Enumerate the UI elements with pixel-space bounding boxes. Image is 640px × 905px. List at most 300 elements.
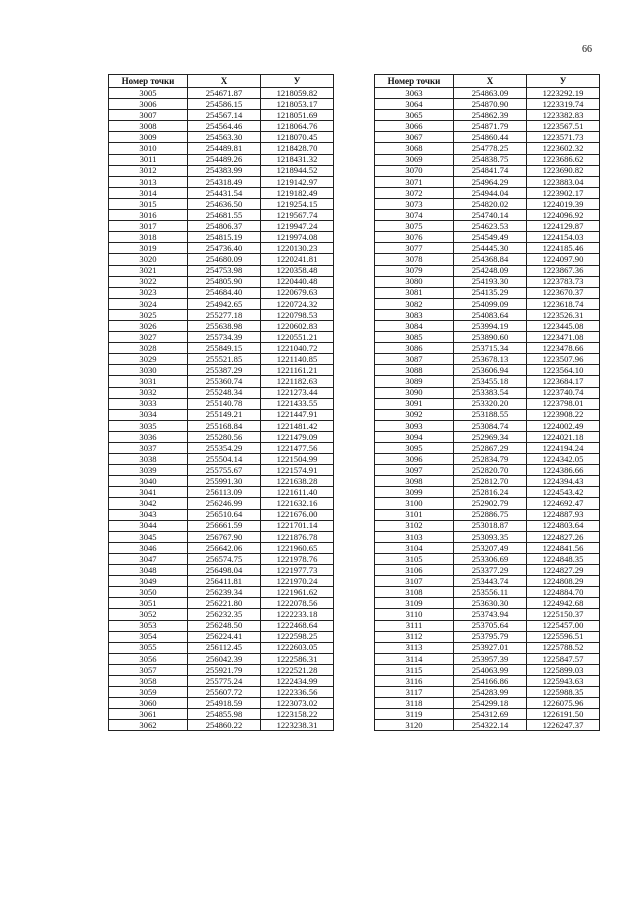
cell-point-number: 3107	[375, 576, 454, 587]
cell-y: 1223618.74	[527, 298, 600, 309]
cell-y: 1221504.99	[261, 454, 334, 465]
cell-x: 255504.14	[188, 454, 261, 465]
cell-y: 1224021.18	[527, 431, 600, 442]
cell-point-number: 3077	[375, 243, 454, 254]
cell-y: 1223867.36	[527, 265, 600, 276]
cell-y: 1218428.70	[261, 143, 334, 154]
cell-y: 1221477.56	[261, 443, 334, 454]
cell-x: 253606.94	[454, 365, 527, 376]
cell-point-number: 3098	[375, 476, 454, 487]
cell-point-number: 3062	[109, 720, 188, 731]
cell-x: 255521.85	[188, 354, 261, 365]
cell-y: 1221970.24	[261, 576, 334, 587]
cell-point-number: 3090	[375, 387, 454, 398]
cell-y: 1223238.31	[261, 720, 334, 731]
table-row	[375, 320, 600, 331]
table-row	[375, 420, 600, 431]
cell-point-number: 3035	[109, 420, 188, 431]
cell-y: 1222434.99	[261, 675, 334, 686]
table-row	[375, 576, 600, 587]
cell-x: 254736.40	[188, 243, 261, 254]
cell-point-number: 3102	[375, 520, 454, 531]
cell-y: 1224019.39	[527, 198, 600, 209]
header-x: X	[188, 75, 261, 88]
cell-x: 254870.90	[454, 99, 527, 110]
cell-point-number: 3085	[375, 332, 454, 343]
cell-point-number: 3033	[109, 398, 188, 409]
cell-point-number: 3096	[375, 454, 454, 465]
cell-y: 1221479.09	[261, 431, 334, 442]
cell-y: 1223471.08	[527, 332, 600, 343]
cell-point-number: 3045	[109, 531, 188, 542]
cell-y: 1224848.35	[527, 553, 600, 564]
cell-x: 253890.60	[454, 332, 527, 343]
table-row	[109, 553, 334, 564]
cell-y: 1223445.08	[527, 320, 600, 331]
cell-x: 252816.24	[454, 487, 527, 498]
table-row	[109, 520, 334, 531]
cell-point-number: 3014	[109, 187, 188, 198]
cell-point-number: 3039	[109, 465, 188, 476]
cell-x: 254431.54	[188, 187, 261, 198]
cell-y: 1223319.74	[527, 99, 600, 110]
table-row	[109, 675, 334, 686]
table-row	[375, 620, 600, 631]
cell-point-number: 3052	[109, 609, 188, 620]
table-row	[109, 664, 334, 675]
table-row	[375, 287, 600, 298]
cell-point-number: 3064	[375, 99, 454, 110]
cell-x: 253207.49	[454, 542, 527, 553]
table-row	[109, 176, 334, 187]
table-row	[109, 454, 334, 465]
cell-x: 254564.46	[188, 121, 261, 132]
table-row	[109, 631, 334, 642]
cell-y: 1224342.05	[527, 454, 600, 465]
cell-x: 254942.65	[188, 298, 261, 309]
table-row	[375, 99, 600, 110]
cell-point-number: 3032	[109, 387, 188, 398]
cell-point-number: 3120	[375, 720, 454, 731]
cell-y: 1225847.57	[527, 653, 600, 664]
cell-y: 1224096.92	[527, 210, 600, 221]
table-row	[375, 454, 600, 465]
cell-point-number: 3028	[109, 343, 188, 354]
cell-y: 1223690.82	[527, 165, 600, 176]
cell-x: 253455.18	[454, 376, 527, 387]
cell-point-number: 3076	[375, 232, 454, 243]
cell-y: 1223292.19	[527, 88, 600, 99]
table-row	[109, 165, 334, 176]
cell-y: 1222598.25	[261, 631, 334, 642]
cell-y: 1221961.62	[261, 587, 334, 598]
cell-x: 255775.24	[188, 675, 261, 686]
cell-y: 1223908.22	[527, 409, 600, 420]
cell-y: 1224827.29	[527, 565, 600, 576]
cell-y: 1225988.35	[527, 687, 600, 698]
cell-y: 1219974.08	[261, 232, 334, 243]
cell-point-number: 3050	[109, 587, 188, 598]
cell-x: 254871.79	[454, 121, 527, 132]
cell-y: 1223686.62	[527, 154, 600, 165]
table-row	[375, 232, 600, 243]
cell-y: 1220602.83	[261, 320, 334, 331]
cell-point-number: 3041	[109, 487, 188, 498]
cell-point-number: 3101	[375, 509, 454, 520]
cell-x: 254838.75	[454, 154, 527, 165]
table-row	[109, 443, 334, 454]
cell-y: 1218944.52	[261, 165, 334, 176]
table-row	[375, 365, 600, 376]
cell-x: 253018.87	[454, 520, 527, 531]
cell-point-number: 3084	[375, 320, 454, 331]
table-row	[375, 609, 600, 620]
table-row	[109, 298, 334, 309]
cell-x: 255607.72	[188, 687, 261, 698]
cell-x: 254135.29	[454, 287, 527, 298]
cell-point-number: 3058	[109, 675, 188, 686]
cell-y: 1222603.05	[261, 642, 334, 653]
cell-point-number: 3053	[109, 620, 188, 631]
cell-point-number: 3109	[375, 598, 454, 609]
table-row	[109, 187, 334, 198]
table-row	[375, 509, 600, 520]
cell-point-number: 3075	[375, 221, 454, 232]
cell-x: 256113.09	[188, 487, 261, 498]
cell-x: 254681.55	[188, 210, 261, 221]
cell-y: 1221632.16	[261, 498, 334, 509]
cell-point-number: 3095	[375, 443, 454, 454]
cell-x: 253443.74	[454, 576, 527, 587]
cell-y: 1220551.21	[261, 332, 334, 343]
table-row	[375, 698, 600, 709]
cell-x: 254623.53	[454, 221, 527, 232]
cell-y: 1224386.66	[527, 465, 600, 476]
cell-x: 254841.74	[454, 165, 527, 176]
table-row	[375, 132, 600, 143]
cell-y: 1221433.55	[261, 398, 334, 409]
cell-y: 1221481.42	[261, 420, 334, 431]
cell-y: 1221182.63	[261, 376, 334, 387]
cell-x: 254099.09	[454, 298, 527, 309]
cell-point-number: 3118	[375, 698, 454, 709]
cell-x: 255277.18	[188, 309, 261, 320]
cell-y: 1223571.73	[527, 132, 600, 143]
cell-point-number: 3030	[109, 365, 188, 376]
cell-y: 1221876.78	[261, 531, 334, 542]
cell-x: 254805.90	[188, 276, 261, 287]
table-row	[109, 476, 334, 487]
cell-point-number: 3008	[109, 121, 188, 132]
cell-point-number: 3057	[109, 664, 188, 675]
cell-y: 1221638.28	[261, 476, 334, 487]
cell-x: 254680.09	[188, 254, 261, 265]
cell-x: 252969.34	[454, 431, 527, 442]
cell-x: 253705.64	[454, 620, 527, 631]
cell-point-number: 3110	[375, 609, 454, 620]
table-row	[375, 520, 600, 531]
cell-point-number: 3042	[109, 498, 188, 509]
table-row	[109, 110, 334, 121]
cell-point-number: 3036	[109, 431, 188, 442]
cell-point-number: 3091	[375, 398, 454, 409]
cell-y: 1224887.93	[527, 509, 600, 520]
cell-point-number: 3067	[375, 132, 454, 143]
table-row	[375, 354, 600, 365]
cell-x: 252867.29	[454, 443, 527, 454]
cell-y: 1224154.03	[527, 232, 600, 243]
cell-x: 255849.15	[188, 343, 261, 354]
cell-x: 254636.50	[188, 198, 261, 209]
table-header-row	[375, 75, 600, 88]
cell-y: 1224692.47	[527, 498, 600, 509]
cell-y: 1224194.24	[527, 443, 600, 454]
table-row	[109, 565, 334, 576]
cell-x: 256239.34	[188, 587, 261, 598]
cell-x: 255360.74	[188, 376, 261, 387]
cell-y: 1222468.64	[261, 620, 334, 631]
cell-point-number: 3005	[109, 88, 188, 99]
cell-x: 255280.56	[188, 431, 261, 442]
cell-y: 1223073.02	[261, 698, 334, 709]
cell-point-number: 3018	[109, 232, 188, 243]
cell-point-number: 3106	[375, 565, 454, 576]
cell-point-number: 3027	[109, 332, 188, 343]
table-row	[375, 88, 600, 99]
cell-x: 252902.79	[454, 498, 527, 509]
cell-point-number: 3104	[375, 542, 454, 553]
table-row	[109, 576, 334, 587]
table-row	[375, 498, 600, 509]
table-row	[109, 465, 334, 476]
cell-x: 254671.87	[188, 88, 261, 99]
cell-x: 253093.35	[454, 531, 527, 542]
table-row	[375, 210, 600, 221]
cell-x: 254083.64	[454, 309, 527, 320]
cell-point-number: 3026	[109, 320, 188, 331]
table-row	[109, 487, 334, 498]
table-row	[375, 720, 600, 731]
cell-point-number: 3111	[375, 620, 454, 631]
cell-point-number: 3086	[375, 343, 454, 354]
cell-x: 253320.20	[454, 398, 527, 409]
cell-y: 1222521.28	[261, 664, 334, 675]
cell-y: 1219947.24	[261, 221, 334, 232]
cell-point-number: 3015	[109, 198, 188, 209]
table-row	[109, 276, 334, 287]
table-row	[109, 365, 334, 376]
cell-x: 253630.30	[454, 598, 527, 609]
cell-y: 1226191.50	[527, 709, 600, 720]
cell-point-number: 3081	[375, 287, 454, 298]
cell-point-number: 3043	[109, 509, 188, 520]
table-row	[375, 587, 600, 598]
table-header-row	[109, 75, 334, 88]
cell-x: 255149.21	[188, 409, 261, 420]
table-row	[109, 620, 334, 631]
cell-point-number: 3011	[109, 154, 188, 165]
cell-x: 256498.04	[188, 565, 261, 576]
cell-x: 253188.55	[454, 409, 527, 420]
header-y: У	[261, 75, 334, 88]
table-row	[375, 265, 600, 276]
cell-point-number: 3099	[375, 487, 454, 498]
cell-y: 1221611.40	[261, 487, 334, 498]
table-row	[109, 143, 334, 154]
cell-point-number: 3040	[109, 476, 188, 487]
cell-x: 254944.04	[454, 187, 527, 198]
table-row	[375, 675, 600, 686]
cell-y: 1225596.51	[527, 631, 600, 642]
table-row	[375, 642, 600, 653]
cell-point-number: 3083	[375, 309, 454, 320]
cell-y: 1223526.31	[527, 309, 600, 320]
table-row	[109, 332, 334, 343]
table-row	[375, 165, 600, 176]
table-row	[109, 243, 334, 254]
cell-y: 1218064.76	[261, 121, 334, 132]
cell-y: 1224942.68	[527, 598, 600, 609]
header-y: У	[527, 75, 600, 88]
cell-x: 254445.30	[454, 243, 527, 254]
cell-point-number: 3108	[375, 587, 454, 598]
header-x: X	[454, 75, 527, 88]
cell-x: 256221.80	[188, 598, 261, 609]
cell-point-number: 3054	[109, 631, 188, 642]
table-row	[375, 121, 600, 132]
cell-x: 254193.30	[454, 276, 527, 287]
table-row	[375, 631, 600, 642]
cell-point-number: 3079	[375, 265, 454, 276]
cell-point-number: 3078	[375, 254, 454, 265]
table-row	[109, 320, 334, 331]
cell-x: 256248.50	[188, 620, 261, 631]
table-row	[375, 398, 600, 409]
cell-x: 254318.49	[188, 176, 261, 187]
header-point-number: Номер точки	[109, 75, 188, 88]
cell-y: 1225788.52	[527, 642, 600, 653]
cell-y: 1222336.56	[261, 687, 334, 698]
cell-y: 1221161.21	[261, 365, 334, 376]
cell-x: 254383.99	[188, 165, 261, 176]
cell-x: 254368.84	[454, 254, 527, 265]
cell-y: 1221676.00	[261, 509, 334, 520]
cell-x: 253795.79	[454, 631, 527, 642]
cell-x: 254862.39	[454, 110, 527, 121]
cell-x: 256224.41	[188, 631, 261, 642]
cell-point-number: 3009	[109, 132, 188, 143]
cell-x: 254740.14	[454, 210, 527, 221]
cell-x: 255354.29	[188, 443, 261, 454]
table-row	[109, 531, 334, 542]
cell-x: 253957.39	[454, 653, 527, 664]
table-row	[109, 398, 334, 409]
cell-y: 1225943.63	[527, 675, 600, 686]
cell-x: 256767.90	[188, 531, 261, 542]
cell-point-number: 3034	[109, 409, 188, 420]
table-row	[109, 88, 334, 99]
cell-x: 256232.35	[188, 609, 261, 620]
cell-point-number: 3117	[375, 687, 454, 698]
table-row	[375, 343, 600, 354]
table-row	[375, 154, 600, 165]
cell-point-number: 3114	[375, 653, 454, 664]
cell-y: 1221140.85	[261, 354, 334, 365]
cell-y: 1218070.45	[261, 132, 334, 143]
table-row	[109, 720, 334, 731]
table-row	[109, 698, 334, 709]
cell-x: 254778.25	[454, 143, 527, 154]
table-row	[375, 198, 600, 209]
cell-point-number: 3119	[375, 709, 454, 720]
cell-point-number: 3017	[109, 221, 188, 232]
cell-y: 1221701.14	[261, 520, 334, 531]
cell-x: 254753.98	[188, 265, 261, 276]
cell-y: 1220358.48	[261, 265, 334, 276]
table-row	[375, 110, 600, 121]
cell-y: 1224097.90	[527, 254, 600, 265]
table-row	[375, 476, 600, 487]
cell-y: 1222078.56	[261, 598, 334, 609]
coordinates-table-left	[108, 74, 334, 731]
cell-point-number: 3066	[375, 121, 454, 132]
cell-point-number: 3089	[375, 376, 454, 387]
cell-x: 254860.44	[454, 132, 527, 143]
cell-x: 253927.01	[454, 642, 527, 653]
cell-x: 255921.79	[188, 664, 261, 675]
cell-point-number: 3080	[375, 276, 454, 287]
table-row	[375, 332, 600, 343]
cell-y: 1220130.23	[261, 243, 334, 254]
table-row	[109, 210, 334, 221]
cell-x: 253377.29	[454, 565, 527, 576]
cell-y: 1218053.17	[261, 99, 334, 110]
table-row	[375, 298, 600, 309]
cell-point-number: 3056	[109, 653, 188, 664]
cell-y: 1224808.29	[527, 576, 600, 587]
table-row	[109, 376, 334, 387]
cell-point-number: 3112	[375, 631, 454, 642]
table-row	[375, 487, 600, 498]
cell-y: 1220679.63	[261, 287, 334, 298]
cell-x: 254563.30	[188, 132, 261, 143]
table-row	[375, 254, 600, 265]
cell-x: 254684.40	[188, 287, 261, 298]
cell-x: 254283.99	[454, 687, 527, 698]
cell-point-number: 3088	[375, 365, 454, 376]
table-row	[375, 409, 600, 420]
cell-y: 1223670.37	[527, 287, 600, 298]
cell-x: 252820.70	[454, 465, 527, 476]
cell-x: 255638.98	[188, 320, 261, 331]
cell-x: 256112.45	[188, 642, 261, 653]
cell-x: 255387.29	[188, 365, 261, 376]
cell-point-number: 3071	[375, 176, 454, 187]
cell-point-number: 3021	[109, 265, 188, 276]
cell-y: 1224543.42	[527, 487, 600, 498]
cell-x: 256661.59	[188, 520, 261, 531]
cell-point-number: 3023	[109, 287, 188, 298]
cell-x: 254166.86	[454, 675, 527, 686]
cell-y: 1220440.48	[261, 276, 334, 287]
cell-y: 1223567.51	[527, 121, 600, 132]
table-row	[109, 343, 334, 354]
cell-point-number: 3072	[375, 187, 454, 198]
cell-x: 254820.02	[454, 198, 527, 209]
table-row	[109, 254, 334, 265]
cell-x: 254549.49	[454, 232, 527, 243]
cell-point-number: 3029	[109, 354, 188, 365]
